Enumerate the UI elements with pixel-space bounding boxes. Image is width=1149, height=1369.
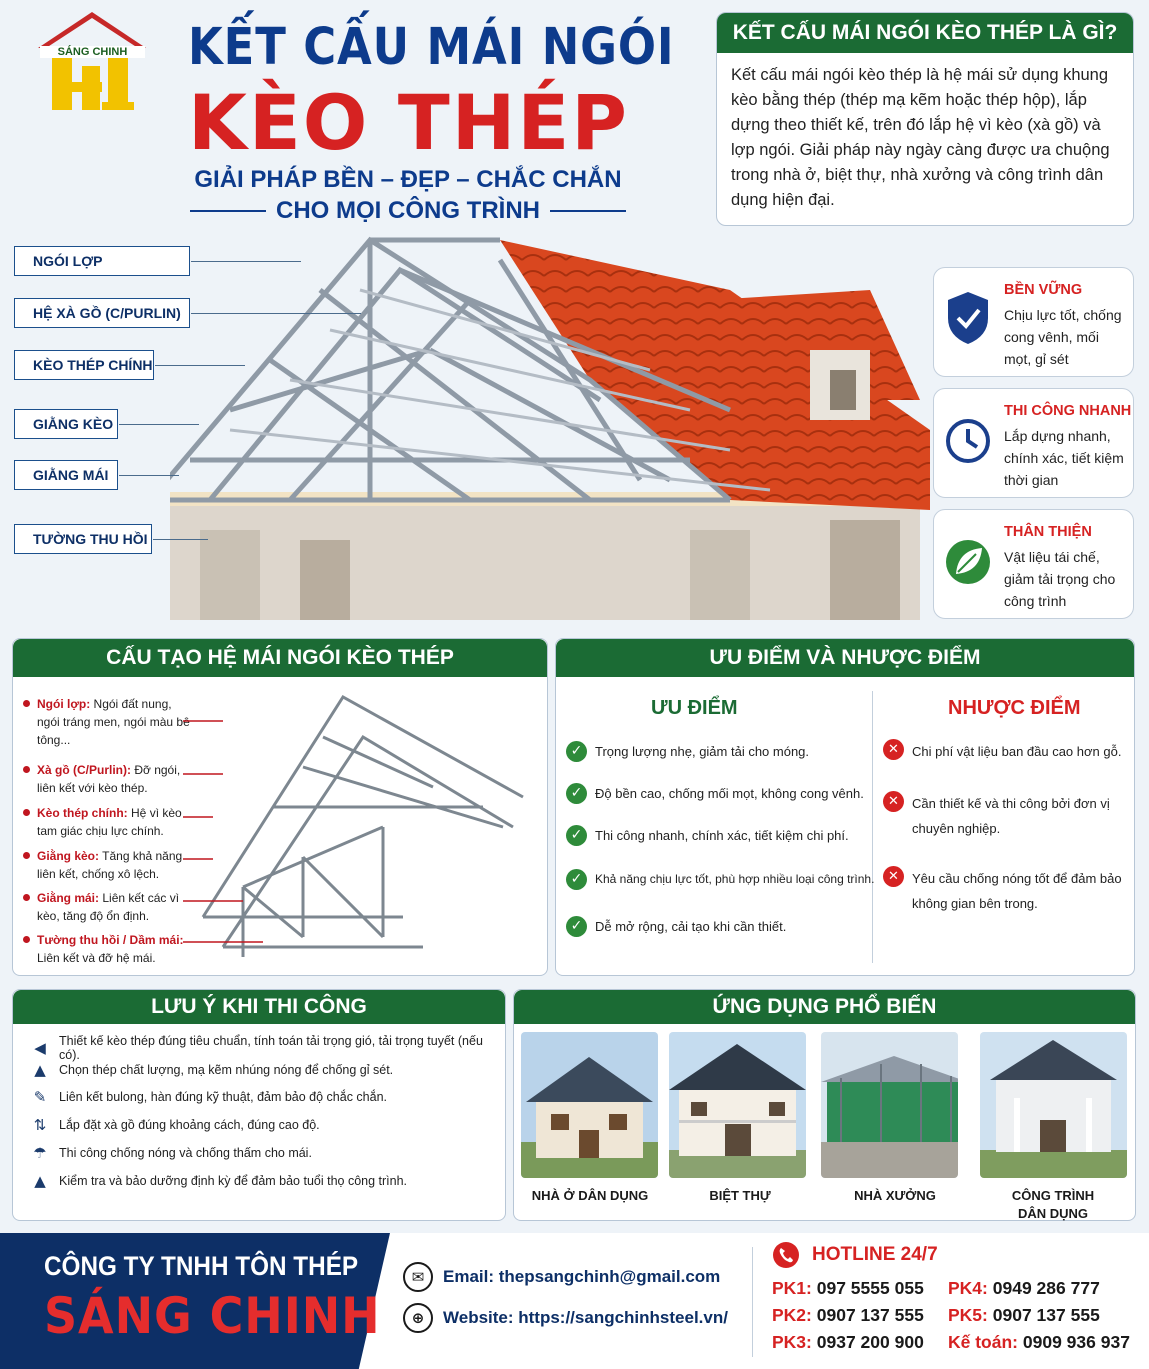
callout-roof-tile — [14, 246, 190, 276]
note-text: Kiểm tra và bảo dưỡng định kỳ để đảm bảo tuổi thọ công trình. — [59, 1174, 408, 1188]
subtitle-1: GIẢI PHÁP BỀN – ĐẸP – CHẮC CHẮN — [194, 166, 622, 193]
phone-number[interactable]: 0949 286 777 — [992, 1278, 1100, 1298]
pros-cons-heading: ƯU ĐIỂM VÀ NHƯỢC ĐIỂM — [556, 639, 1134, 677]
app-label: NHÀ XƯỞNG — [854, 1188, 936, 1203]
notes-panel — [12, 989, 506, 1221]
note-item — [31, 1088, 387, 1106]
what-is-box — [716, 12, 1134, 226]
feature-title: BỀN VỮNG — [1004, 282, 1083, 298]
con-item — [883, 739, 1128, 764]
cross-icon: ✕ — [883, 866, 904, 887]
callout-label: HỆ XÀ GỒ (C/PURLIN) — [33, 305, 181, 321]
app-label: NHÀ Ở DÂN DỤNG — [531, 1188, 649, 1203]
phone-label: PK3: — [772, 1332, 812, 1352]
cons-title: NHƯỢC ĐIỂM — [948, 697, 1081, 719]
callout-line — [191, 313, 361, 314]
pro-text: Thi công nhanh, chính xác, tiết kiệm chi phí. — [595, 828, 849, 843]
wrench-icon: ✎ — [33, 1088, 47, 1106]
mail-icon: ✉ — [403, 1262, 433, 1292]
email-text[interactable]: Email: thepsangchinh@gmail.com — [443, 1267, 721, 1286]
note-item — [31, 1116, 320, 1134]
website-text[interactable]: Website: https://sangchinhsteel.vn/ — [443, 1308, 728, 1327]
inspection-icon: ▲ — [34, 1172, 46, 1190]
phone-number[interactable]: 0907 137 555 — [816, 1305, 924, 1325]
divider — [550, 210, 626, 212]
con-text: Cần thiết kế và thi công bởi đơn vị chuyên nghiệp. — [912, 796, 1110, 836]
callout-label: TƯỜNG THU HỒI — [33, 531, 148, 547]
pro-text: Trọng lượng nhẹ, giảm tải cho móng. — [595, 744, 810, 759]
con-item — [883, 791, 1113, 841]
structure-item — [37, 804, 197, 840]
applications-heading: ỨNG DỤNG PHỔ BIẾN — [514, 990, 1135, 1024]
callout-line — [155, 365, 245, 366]
phone-icon — [772, 1241, 800, 1269]
phone-item[interactable] — [772, 1305, 924, 1326]
phone-number[interactable]: 0907 137 555 — [992, 1305, 1100, 1325]
callout-line — [119, 424, 199, 425]
note-text: Liên kết bulong, hàn đúng kỹ thuật, đảm bảo độ chắc chắn. — [59, 1090, 388, 1104]
structure-item — [37, 847, 197, 883]
callout-label: NGÓI LỢP — [33, 253, 103, 269]
pro-item — [566, 781, 864, 806]
phone-label: PK1: — [772, 1278, 812, 1298]
subtitle-2: CHO MỌI CÔNG TRÌNH — [276, 197, 540, 224]
check-icon: ✓ — [566, 825, 587, 846]
what-is-heading: KẾT CẤU MÁI NGÓI KÈO THÉP LÀ GÌ? — [717, 13, 1133, 53]
phone-number[interactable]: 0909 936 937 — [1022, 1332, 1130, 1352]
company-name: SÁNG CHINH — [44, 1287, 381, 1345]
feature-title: THÂN THIỆN — [1004, 524, 1092, 540]
pro-item — [566, 823, 849, 848]
note-text: Lắp đặt xà gồ đúng khoảng cách, đúng cao độ. — [59, 1118, 320, 1132]
pro-text: Dễ mở rộng, cải tạo khi cần thiết. — [595, 919, 787, 934]
feature-desc: Chịu lực tốt, chống cong vênh, mối mọt, gỉ sét — [1004, 307, 1122, 367]
note-item — [31, 1172, 407, 1190]
callout-purlin — [14, 298, 190, 328]
company-logo — [30, 10, 155, 120]
item-text: Ngói đất nung, ngói tráng men, ngói màu bê tông... — [37, 697, 190, 747]
divider — [190, 210, 266, 212]
phone-label: PK2: — [772, 1305, 812, 1325]
callout-truss-bracing — [14, 409, 118, 439]
note-text: Thiết kế kèo thép đúng tiêu chuẩn, tính toán tải trọng gió, tải trọng tuyết (nếu có). — [59, 1034, 483, 1062]
note-text: Thi công chống nóng và chống thấm cho mái. — [59, 1146, 312, 1160]
building-photo — [980, 1032, 1127, 1178]
worker-icon: ▲ — [34, 1061, 46, 1079]
phone-item[interactable] — [948, 1278, 1100, 1299]
leaf-icon — [944, 532, 992, 588]
structure-item — [37, 889, 197, 925]
item-text: Tăng khả năng liên kết, chống xô lệch. — [37, 849, 183, 881]
email-row[interactable] — [403, 1262, 720, 1292]
pro-text: Khả năng chịu lực tốt, phù hợp nhiều loại công trình. — [595, 872, 875, 886]
globe-icon: ⊕ — [403, 1303, 433, 1333]
note-text: Chọn thép chất lượng, mạ kẽm nhúng nóng để chống gỉ sét. — [59, 1063, 394, 1077]
logo-text: SÁNG CHINH — [40, 46, 145, 58]
truss-diagram — [183, 687, 543, 972]
notes-heading: LƯU Ý KHI THI CÔNG — [13, 990, 505, 1024]
item-text: Liên kết và đỡ hệ mái. — [37, 951, 156, 965]
phone-label: PK5: — [948, 1305, 988, 1325]
structure-panel — [12, 638, 548, 976]
phone-item[interactable] — [948, 1305, 1100, 1326]
con-text: Chi phí vật liệu ban đầu cao hơn gỗ. — [912, 744, 1122, 759]
structure-item — [37, 761, 197, 797]
item-key: Tường thu hồi / Dầm mái: — [37, 933, 184, 947]
pro-item — [566, 739, 809, 764]
factory-photo — [821, 1032, 958, 1178]
callout-line — [119, 475, 179, 476]
subtitle-2-wrap — [190, 197, 626, 225]
title-line-1: KẾT CẤU MÁI NGÓI — [188, 18, 675, 77]
callout-line — [191, 261, 301, 262]
callout-label: GIẰNG MÁI — [33, 467, 109, 483]
villa-photo — [669, 1032, 806, 1178]
phone-number[interactable]: 097 5555 055 — [816, 1278, 924, 1298]
what-is-body: Kết cấu mái ngói kèo thép là hệ mái sử dụng khung kèo bằng thép (thép mạ kẽm hoặc thép hộp), lắp dựng theo thiết kế, trên đó lắp hệ vì kèo (xà gồ) và lợp ngói. Giải pháp này ngày càng được ưa chuộng trong nhà ở, biệt thự, nhà xưởng và công trình dân dụng hiện đại. — [731, 66, 1110, 209]
clock-icon — [944, 411, 992, 467]
callout-line — [153, 539, 208, 540]
structure-heading: CẤU TẠO HỆ MÁI NGÓI KÈO THÉP — [13, 639, 547, 677]
item-key: Ngói lợp: — [37, 697, 91, 711]
item-key: Giằng mái: — [37, 891, 100, 905]
item-key: Kèo thép chính: — [37, 806, 128, 820]
check-icon: ✓ — [566, 916, 587, 937]
feature-card-eco — [933, 509, 1134, 619]
item-text: Liên kết các vì kèo, tăng độ ổn định. — [37, 891, 180, 923]
callout-gable-wall — [14, 524, 152, 554]
phone-item[interactable] — [772, 1278, 924, 1299]
feature-desc: Vật liệu tái chế, giảm tải trọng cho công trình — [1004, 549, 1116, 609]
umbrella-icon: ☂ — [33, 1144, 47, 1162]
pros-cons-panel — [555, 638, 1135, 976]
footer — [0, 1233, 1149, 1369]
check-icon: ✓ — [566, 869, 587, 890]
hotline-label: HOTLINE 24/7 — [812, 1244, 938, 1265]
title-line-2: KÈO THÉP — [188, 78, 629, 167]
check-icon: ✓ — [566, 741, 587, 762]
divider — [752, 1247, 753, 1357]
note-item — [31, 1061, 393, 1079]
feature-card-fast — [933, 388, 1134, 498]
phone-label: PK4: — [948, 1278, 988, 1298]
phone-label: Kế toán: — [948, 1332, 1018, 1352]
con-item — [883, 866, 1128, 916]
structure-item — [37, 931, 197, 967]
pro-text: Độ bền cao, chống mối mọt, không cong vênh. — [595, 786, 864, 801]
shield-check-icon — [944, 290, 992, 346]
callout-main-truss — [14, 350, 154, 380]
item-text: Đỡ ngói, liên kết với kèo thép. — [37, 763, 181, 795]
callout-label: KÈO THÉP CHÍNH — [33, 357, 153, 373]
cross-icon: ✕ — [883, 791, 904, 812]
pros-title: ƯU ĐIỂM — [651, 697, 738, 719]
cross-icon: ✕ — [883, 739, 904, 760]
app-label: CÔNG TRÌNH DÂN DỤNG — [1011, 1188, 1095, 1221]
phone-number[interactable]: 0937 200 900 — [816, 1332, 924, 1352]
note-item — [31, 1034, 505, 1062]
item-text: Hệ vì kèo tam giác chịu lực chính. — [37, 806, 182, 838]
note-item — [31, 1144, 312, 1162]
callout-roof-bracing — [14, 460, 118, 490]
check-icon: ✓ — [566, 783, 587, 804]
house-photo — [521, 1032, 658, 1178]
structure-item — [37, 695, 197, 749]
callout-label: GIẰNG KÈO — [33, 416, 114, 432]
item-key: Xà gồ (C/Purlin): — [37, 763, 131, 777]
divider — [872, 691, 873, 963]
megaphone-icon: ◀ — [34, 1039, 46, 1057]
ruler-icon: ⇅ — [33, 1116, 47, 1134]
phone-item[interactable] — [948, 1332, 1130, 1353]
feature-title: THI CÔNG NHANH — [1004, 403, 1132, 419]
website-row[interactable] — [403, 1303, 728, 1333]
item-key: Giằng kèo: — [37, 849, 100, 863]
company-line: CÔNG TY TNHH TÔN THÉP — [44, 1251, 359, 1281]
feature-desc: Lắp dựng nhanh, chính xác, tiết kiệm thời gian — [1004, 428, 1124, 488]
roof-illustration — [170, 230, 930, 620]
phone-item[interactable] — [772, 1332, 924, 1353]
con-text: Yêu cầu chống nóng tốt để đảm bảo không gian bên trong. — [912, 871, 1122, 911]
feature-card-durable — [933, 267, 1134, 377]
pro-item — [566, 867, 874, 892]
app-label: BIỆT THỰ — [709, 1188, 771, 1203]
pro-item — [566, 914, 786, 939]
